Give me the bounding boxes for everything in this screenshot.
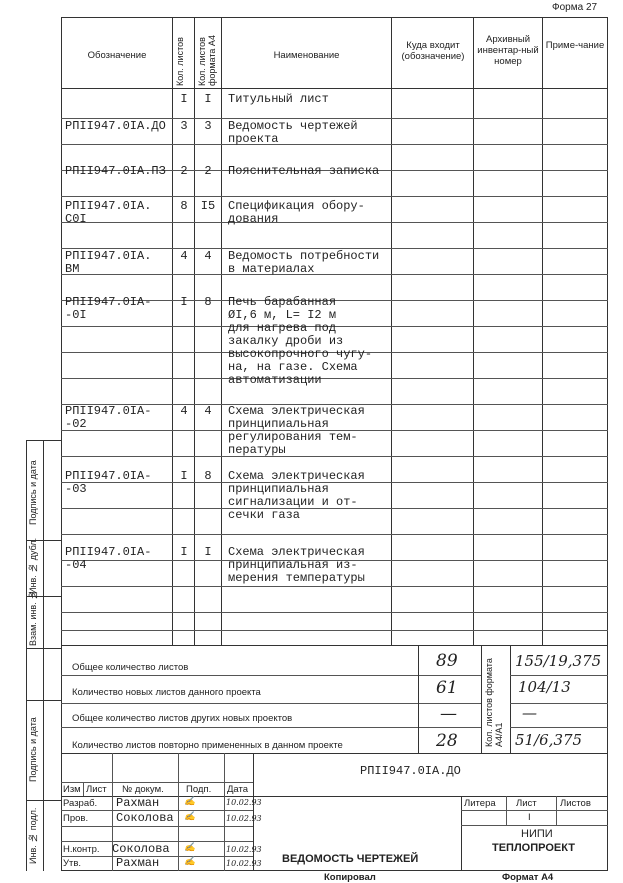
row-designation: РПII947.0IА- -0I [65,295,152,322]
row-sheets: 3 [180,119,188,133]
row-sheets: 4 [180,249,188,263]
side-inv-orig: Инв. № подл. [28,807,38,865]
row-designation: РПII947.0IА. ВМ [65,249,152,276]
total-value-1: 89 [436,651,458,671]
row-name: Ведомость потребности в материалах [228,249,380,276]
stamp-h-izm: Изм [63,784,81,795]
form-label: Форма 27 [552,2,598,13]
stamp-org-1: НИПИ [521,828,553,840]
row-name: Ведомость чертежей проекта [228,119,358,146]
total-label-3: Общее количество листов других новых проектов [72,713,293,724]
stamp-sheets: Листов [560,798,591,809]
row-sheets-a4: 8 [204,295,212,309]
stamp-r2-name: Соколова [116,811,174,825]
row-name: Схема электрическая принципиальная из- мерения температуры [228,545,365,585]
row-sheets-a4: 2 [204,164,212,178]
row-name: Схема электрическая принципиальная сигнализации и от- сечки газа [228,469,365,522]
total-label-1: Общее количество листов [72,662,189,673]
stamp-r1-role: Разраб. [63,798,98,809]
stamp-h-list: Лист [86,784,107,795]
row-sheets-a4: 4 [204,404,212,418]
a4-value-1: 155/19,375 [515,652,602,670]
stamp-r3-role: Н.контр. [63,844,100,855]
stamp-r4-sign: ✍ [184,857,196,867]
stamp-r4-date: 10.02.93 [226,859,262,868]
stamp-r4-role: Утв. [63,858,82,869]
stamp-r2-sign: ✍ [184,812,196,822]
stamp-r3-sign: ✍ [184,843,196,853]
header-designation: Обозначение [87,50,147,61]
stamp-r1-date: 10.02.93 [226,798,262,807]
a4-value-2: 104/13 [518,678,571,696]
row-sheets: I [180,469,188,483]
total-value-2: 61 [436,678,458,698]
a4-value-3: — [522,704,537,722]
stamp-r3-name: Соколова [112,842,170,856]
row-sheets: 2 [180,164,188,178]
stamp-h-sign: Подп. [186,784,212,795]
stamp-r2-date: 10.02.93 [226,814,262,823]
stamp-org-2: ТЕПЛОПРОЕКТ [492,842,575,854]
row-sheets-a4: 3 [204,119,212,133]
stamp-r2-role: Пров. [63,813,89,824]
header-note: Приме-чание [545,40,605,51]
header-where: Куда входит (обозначение) [401,40,465,62]
row-designation: РПII947.0IА- -03 [65,469,152,496]
footer-format: Формат А4 [502,872,554,883]
side-sig-date-1: Подпись и дата [28,460,38,526]
stamp-r1-sign: ✍ [184,797,196,807]
stamp-h-date: Дата [227,784,249,795]
side-inv-replace: Взам. инв. № [28,589,38,646]
row-sheets: 8 [180,199,188,213]
header-archive: Архивный инвентар-ный номер [477,34,539,67]
header-sheets-a4: Кол. листов формата А4 [197,35,217,86]
stamp-r1-name: Рахман [116,796,160,810]
row-name: Пояснительная записка [228,164,380,178]
row-sheets-a4: I [204,545,212,559]
footer-copied: Копировал [324,872,376,883]
stamp-litera: Литера [464,798,496,809]
total-label-2: Количество новых листов данного проекта [72,687,261,698]
stamp-r4-name: Рахман [116,856,160,870]
row-designation: РПII947.0IА. С0I [65,199,152,226]
row-sheets: I [180,295,188,309]
row-sheets: 4 [180,404,188,418]
row-designation: РПII947.0IА- -02 [65,404,152,431]
stamp-h-doc: № докум. [122,784,164,795]
row-sheets: I [180,92,188,106]
stamp-sheet-value: I [528,812,531,823]
row-name: Печь барабанная ØI,6 м, L= I2 м для нагрева под закалку дроби из высокопрочного чугу- на, на газе. Схема автоматизации [228,295,373,387]
row-name: Схема электрическая принципиальная регулирования тем- пературы [228,404,365,457]
row-designation: РПII947.0IА.ПЗ [65,164,166,178]
row-sheets-a4: 8 [204,469,212,483]
row-name: Спецификация обору- дования [228,199,365,226]
side-sig-date-2: Подпись и дата [28,717,38,783]
stamp-sheet: Лист [516,798,537,809]
total-value-4: 28 [436,731,458,751]
row-designation: РПII947.0IА- -04 [65,545,152,572]
row-sheets: I [180,545,188,559]
row-name: Титульный лист [228,92,329,106]
row-designation: РПII947.0IА.ДО [65,119,166,133]
stamp-code: РПII947.0IА.ДО [360,764,461,778]
row-sheets-a4: I [204,92,212,106]
side-inv-dup: Инв. № дубл. [28,537,38,594]
header-sheets: Кол. листов [175,37,185,86]
header-name: Наименование [273,50,340,61]
stamp-r3-date: 10.02.93 [226,845,262,854]
row-sheets-a4: I5 [200,199,216,213]
a4-value-4: 51/6,375 [515,731,583,749]
total-label-4: Количество листов повторно примененных в данном проекте [72,740,343,751]
total-value-3: — [440,704,457,724]
stamp-title: ВЕДОМОСТЬ ЧЕРТЕЖЕЙ [282,853,419,865]
row-sheets-a4: 4 [204,249,212,263]
a4-a1-header: Кол. листов формата А4/А1 [484,658,504,747]
